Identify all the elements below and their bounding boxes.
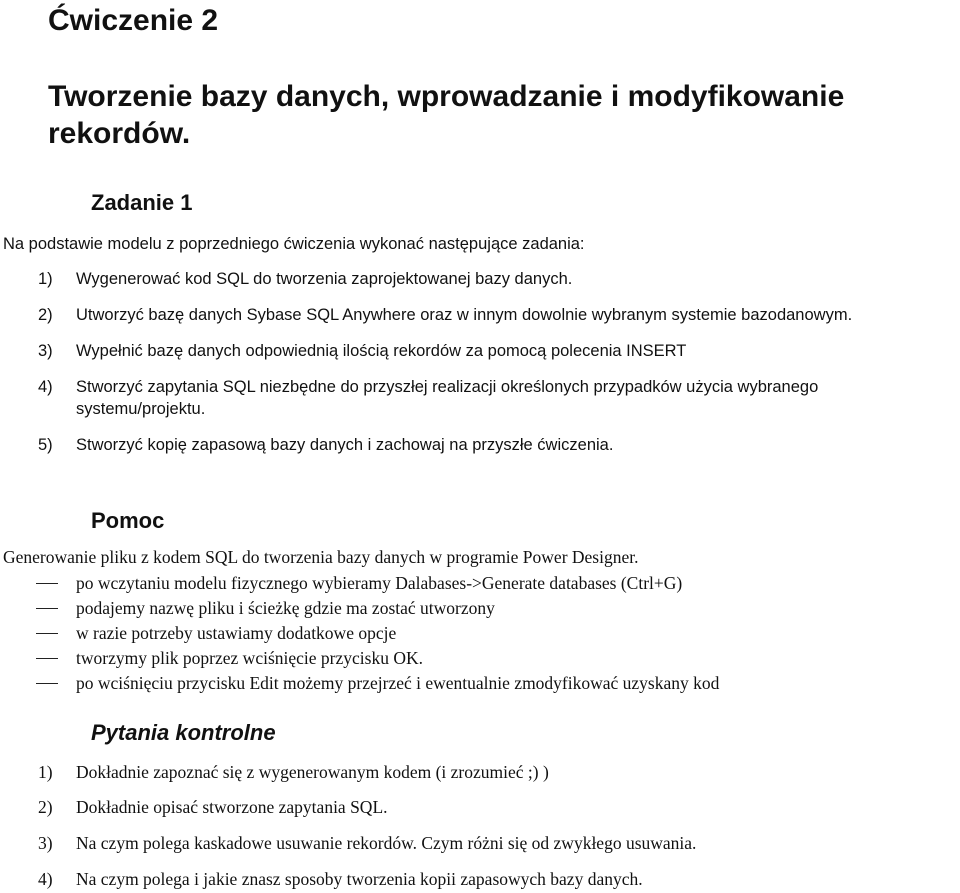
item-text: Na czym polega kaskadowe usuwanie rekordów. Czym różni się od zwykłego usuwania. (76, 833, 697, 853)
item-text: Wygenerować kod SQL do tworzenia zaprojektowanej bazy danych. (76, 270, 573, 288)
item-text: Wypełnić bazę danych odpowiednią ilością rekordów za pomocą polecenia INSERT (76, 342, 687, 360)
dash-bullet-icon (36, 608, 58, 609)
task-heading: Zadanie 1 (91, 190, 193, 215)
page-title: Ćwiczenie 2 (48, 4, 219, 37)
item-number: 3) (38, 833, 53, 853)
subtitle-line-2: rekordów. (48, 117, 191, 150)
help-intro: Generowanie pliku z kodem SQL do tworzenia bazy danych w programie Power Designer. (3, 547, 639, 567)
document-subtitle (48, 78, 948, 152)
item-text: podajemy nazwę pliku i ścieżkę gdzie ma zostać utworzony (76, 598, 495, 618)
item-number: 5) (38, 436, 53, 454)
dash-bullet-icon (36, 683, 58, 684)
item-text: po wciśnięciu przycisku Edit możemy przejrzeć i ewentualnie zmodyfikować uzyskany kod (76, 673, 720, 693)
subtitle-line-1: Tworzenie bazy danych, wprowadzanie i modyfikowanie (48, 80, 845, 113)
item-text: Utworzyć bazę danych Sybase SQL Anywhere oraz w innym dowolnie wybranym systemie bazodanowym. (76, 306, 853, 324)
item-text: systemu/projektu. (76, 400, 206, 418)
item-text: Stworzyć kopię zapasową bazy danych i zachowaj na przyszłe ćwiczenia. (76, 436, 614, 454)
item-number: 3) (38, 342, 53, 360)
item-number: 4) (38, 378, 53, 396)
dash-bullet-icon (36, 583, 58, 584)
item-text: Na czym polega i jakie znasz sposoby tworzenia kopii zapasowych bazy danych. (76, 869, 643, 889)
dash-bullet-icon (36, 658, 58, 659)
item-number: 4) (38, 869, 53, 889)
dash-bullet-icon (36, 633, 58, 634)
item-text: Dokładnie opisać stworzone zapytania SQL. (76, 797, 388, 817)
item-text: w razie potrzeby ustawiamy dodatkowe opcje (76, 623, 397, 643)
questions-heading: Pytania kontrolne (91, 720, 276, 745)
item-number: 1) (38, 270, 53, 288)
task-intro: Na podstawie modelu z poprzedniego ćwiczenia wykonać następujące zadania: (3, 235, 585, 253)
item-number: 1) (38, 762, 53, 782)
item-text: Stworzyć zapytania SQL niezbędne do przyszłej realizacji określonych przypadków użycia wybranego (76, 378, 819, 396)
item-number: 2) (38, 797, 53, 817)
item-text: po wczytaniu modelu fizycznego wybieramy Dalabases->Generate databases (Ctrl+G) (76, 573, 683, 593)
item-number: 2) (38, 306, 53, 324)
help-heading: Pomoc (91, 508, 165, 533)
item-text: tworzymy plik poprzez wciśnięcie przycisku OK. (76, 648, 423, 668)
item-text: Dokładnie zapoznać się z wygenerowanym kodem (i zrozumieć ;) ) (76, 762, 549, 782)
